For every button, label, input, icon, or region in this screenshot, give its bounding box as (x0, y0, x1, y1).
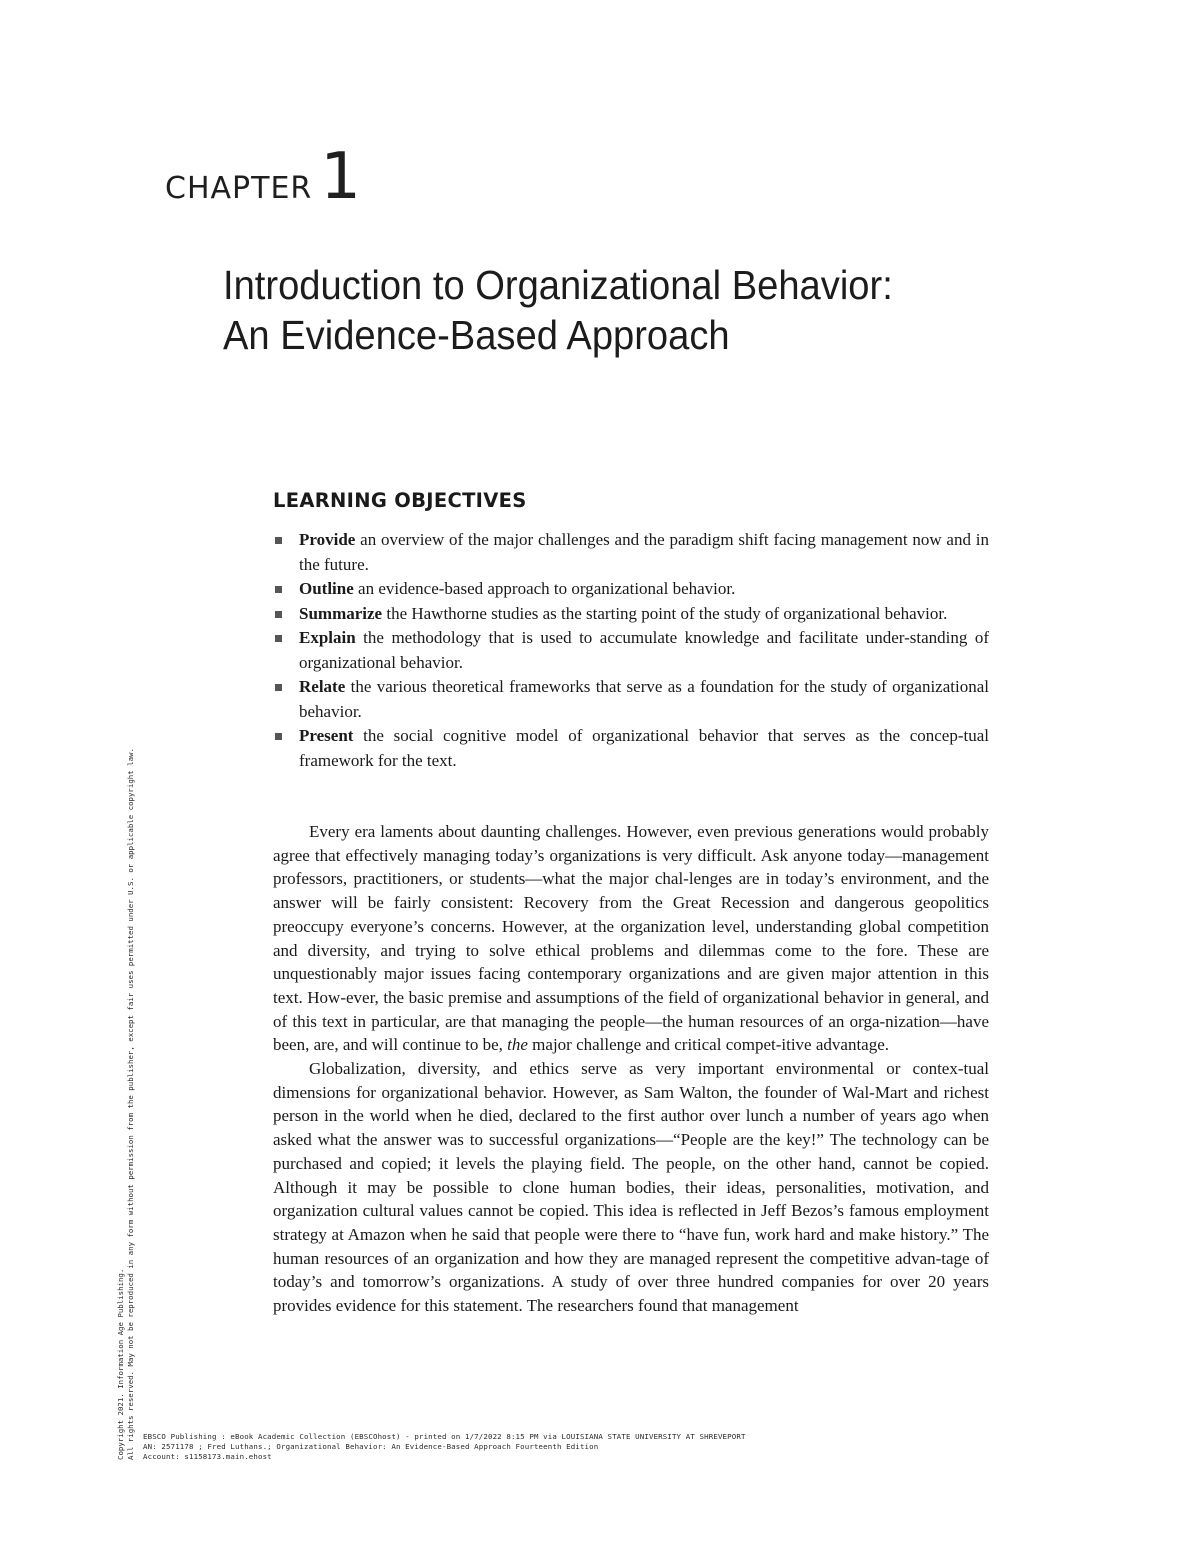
paragraph-1-emphasis: the (507, 1035, 528, 1055)
footer-line-3: Account: s1158173.main.ehost (143, 1452, 272, 1461)
square-bullet-icon (275, 537, 282, 544)
square-bullet-icon (275, 684, 282, 691)
square-bullet-icon (275, 635, 282, 642)
objective-text: the Hawthorne studies as the starting point of the study of organizational behavior. (382, 603, 948, 623)
chapter-title-line-1: Introduction to Organizational Behavior: (223, 262, 893, 308)
copyright-line-1: Copyright 2021. Information Age Publishing. (116, 1268, 125, 1460)
copyright-notice (116, 520, 136, 1460)
square-bullet-icon (275, 733, 282, 740)
learning-objectives (273, 488, 989, 773)
body-text (273, 820, 989, 1318)
footer-line-1: EBSCO Publishing : eBook Academic Collection (EBSCOhost) - printed on 1/7/2022 8:15 PM via LOUISIANA STATE UNIVERSITY AT SHREVEPORT (143, 1432, 746, 1441)
copyright-line-2: All rights reserved. May not be reproduced in any form without permission from the publisher, except fair uses permitted under U.S. or applicable copyright law. (126, 748, 135, 1460)
objective-verb: Relate (299, 677, 346, 696)
objective-text: the methodology that is used to accumulate knowledge and facilitate under-standing of organizational behavior. (299, 628, 989, 672)
learning-objectives-heading: LEARNING OBJECTIVES (273, 489, 527, 512)
ebsco-footer (143, 1432, 746, 1462)
objective-list (273, 528, 989, 773)
objective-item (273, 528, 989, 577)
objective-item (273, 626, 989, 675)
objective-text: an overview of the major challenges and the paradigm shift facing management now and in the future. (299, 530, 989, 574)
paragraph-1-text-b: major challenge and critical compet-itive advantage. (527, 1035, 890, 1055)
objective-text: an evidence-based approach to organizational behavior. (353, 579, 736, 598)
objective-item (273, 675, 989, 724)
objective-item (273, 602, 989, 627)
paragraph-1-text-a: Every era laments about daunting challenges. However, even previous generations would probably agree that effectively managing today’s organizations is very difficult. Ask anyone today—management professors, practitioners, or students—what the major chal-lenges are in today’s environment, and the answer will be fairly consistent: Recovery from the Great Recession and dangerous geopolitics preoccupy everyone’s concerns. However, at the organization level, understanding global competition and diversity, and trying to solve ethical problems and dilemmas come to the fore. These are unquestionably major issues facing contemporary organizations and are given major attention in this text. How-ever, the basic premise and assumptions of the field of organizational behavior in general, and of this text in particular, are that managing the people—the human resources of an orga-nization—have been, are, and will continue to be, (273, 822, 989, 1055)
objective-item (273, 724, 989, 773)
chapter-title (223, 260, 1060, 360)
objective-verb: Explain (299, 628, 356, 647)
footer-line-2: AN: 2571178 ; Fred Luthans.; Organizational Behavior: An Evidence-Based Approach Fourteenth Edition (143, 1442, 599, 1451)
chapter-number: 1 (320, 140, 361, 214)
objective-verb: Present (299, 726, 354, 745)
objective-verb: Outline (299, 579, 354, 598)
objective-text: the various theoretical frameworks that serve as a foundation for the study of organizational behavior. (299, 677, 989, 721)
square-bullet-icon (275, 611, 282, 618)
chapter-title-line-2: An Evidence-Based Approach (223, 312, 730, 358)
chapter-label (165, 140, 361, 214)
objective-text: the social cognitive model of organizational behavior that serves as the concep-tual framework for the text. (299, 726, 989, 770)
chapter-word: CHAPTER (165, 171, 313, 206)
objective-verb: Summarize (299, 603, 383, 623)
objective-verb: Provide (299, 530, 356, 549)
square-bullet-icon (275, 586, 282, 593)
objective-item (273, 577, 989, 602)
body-paragraph-2: Globalization, diversity, and ethics serve as very important environmental or contex-tual dimensions for organizational behavior. However, as Sam Walton, the founder of Wal-Mart and richest person in the world when he died, declared to the first author over lunch a number of years ago when asked what the answer was to successful organizations—“People are the key!” The technology can be purchased and copied; it levels the playing field. The people, on the other hand, cannot be copied. Although it may be possible to clone human bodies, their ideas, personalities, motivation, and organization cultural values cannot be copied. This idea is reflected in Jeff Bezos’s famous employment strategy at Amazon when he said that people were there to “have fun, work hard and make history.” The human resources of an organization and how they are managed represent the competitive advan-tage of today’s and tomorrow’s organizations. A study of over three hundred companies for over 20 years provides evidence for this statement. The researchers found that management (273, 1059, 989, 1316)
body-paragraph-1 (273, 820, 989, 1057)
